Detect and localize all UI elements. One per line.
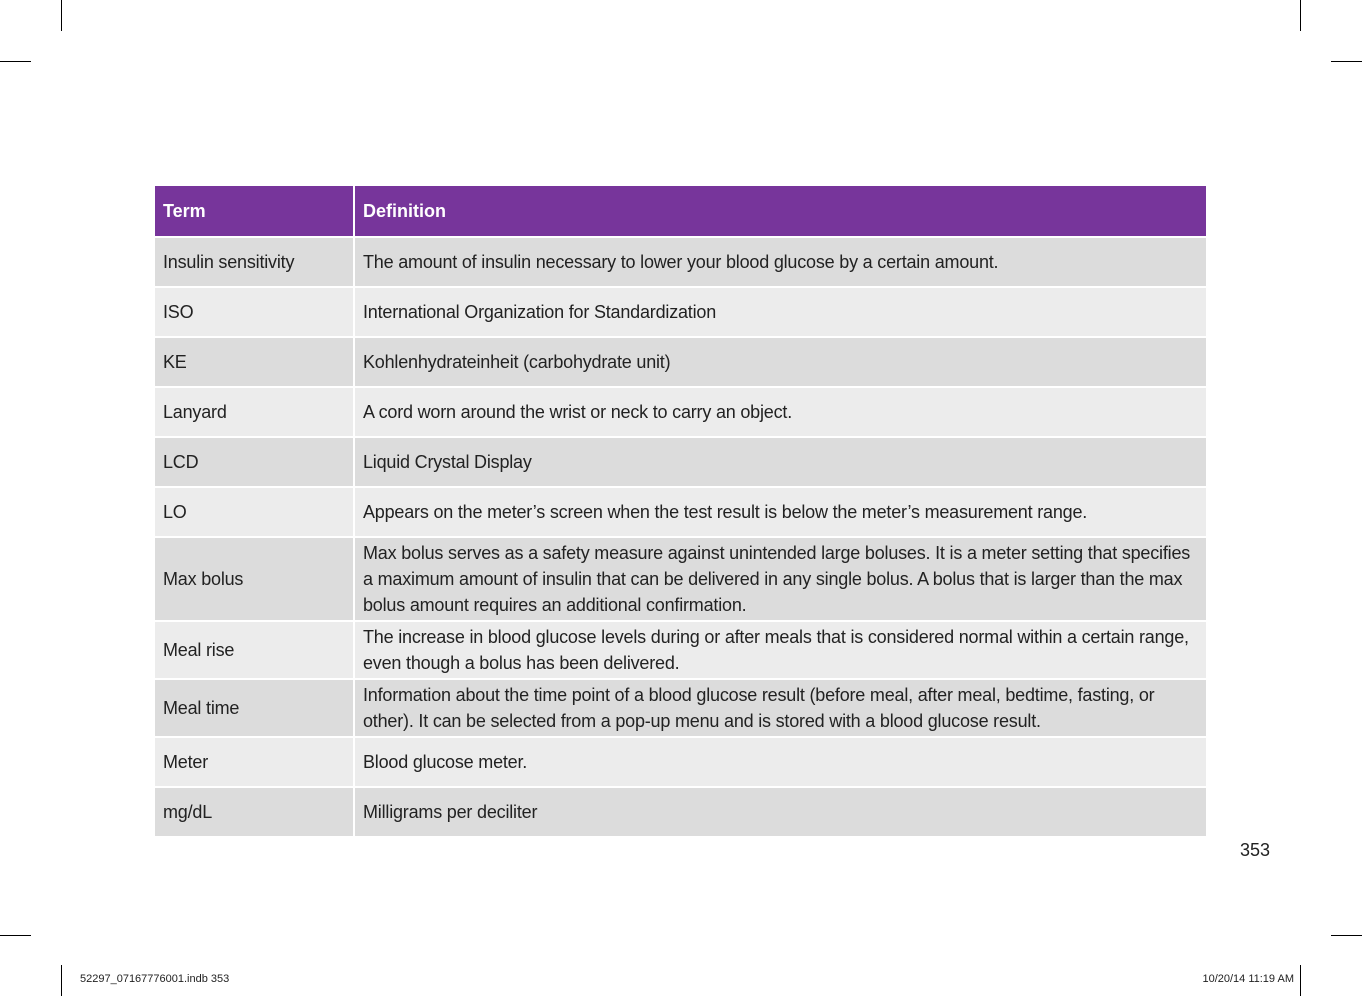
table-row — [155, 388, 1206, 438]
glossary-table — [155, 186, 1206, 838]
table-row — [155, 288, 1206, 338]
table-row — [155, 538, 1206, 622]
term-cell: mg/dL — [155, 788, 353, 838]
table-row — [155, 438, 1206, 488]
table-row — [155, 788, 1206, 838]
crop-mark — [1300, 0, 1301, 31]
table-row — [155, 680, 1206, 738]
definition-cell: Appears on the meter’s screen when the test result is below the meter’s measurement range. — [353, 488, 1206, 538]
page-number: 353 — [1240, 840, 1271, 860]
term-cell: Meter — [155, 738, 353, 788]
definition-cell: Kohlenhydrateinheit (carbohydrate unit) — [353, 338, 1206, 388]
table-row — [155, 338, 1206, 388]
table-row — [155, 488, 1206, 538]
table-header-row — [155, 186, 1206, 238]
term-cell: Meal rise — [155, 622, 353, 680]
definition-cell: The increase in blood glucose levels during or after meals that is considered normal within a certain range, even though a bolus has been delivered. — [353, 622, 1206, 680]
crop-mark — [0, 935, 31, 936]
table-row — [155, 738, 1206, 788]
crop-mark — [1300, 965, 1301, 996]
term-cell: LCD — [155, 438, 353, 488]
print-date-slug: 10/20/14 11:19 AM — [1202, 973, 1294, 985]
crop-mark — [1331, 61, 1362, 62]
definition-cell: International Organization for Standardization — [353, 288, 1206, 338]
definition-column-header: Definition — [353, 186, 1206, 238]
term-column-header: Term — [155, 186, 353, 238]
definition-cell: A cord worn around the wrist or neck to carry an object. — [353, 388, 1206, 438]
term-cell: Insulin sensitivity — [155, 238, 353, 288]
table-row — [155, 238, 1206, 288]
crop-mark — [0, 61, 31, 62]
term-cell: LO — [155, 488, 353, 538]
term-cell: KE — [155, 338, 353, 388]
crop-mark — [61, 965, 62, 996]
print-file-slug: 52297_07167776001.indb 353 — [80, 973, 230, 985]
definition-cell: Information about the time point of a blood glucose result (before meal, after meal, bedtime, fasting, or other). It can be selected from a pop-up menu and is stored with a blood glucose result. — [353, 680, 1206, 738]
term-cell: Max bolus — [155, 538, 353, 622]
definition-cell: The amount of insulin necessary to lower your blood glucose by a certain amount. — [353, 238, 1206, 288]
term-cell: Meal time — [155, 680, 353, 738]
table-row — [155, 622, 1206, 680]
definition-cell: Max bolus serves as a safety measure against unintended large boluses. It is a meter setting that specifies a maximum amount of insulin that can be delivered in any single bolus. A bolus that is larger than the max bolus amount requires an additional confirmation. — [353, 538, 1206, 622]
term-cell: ISO — [155, 288, 353, 338]
crop-mark — [1331, 935, 1362, 936]
crop-mark — [61, 0, 62, 31]
definition-cell: Blood glucose meter. — [353, 738, 1206, 788]
term-cell: Lanyard — [155, 388, 353, 438]
definition-cell: Liquid Crystal Display — [353, 438, 1206, 488]
definition-cell: Milligrams per deciliter — [353, 788, 1206, 838]
